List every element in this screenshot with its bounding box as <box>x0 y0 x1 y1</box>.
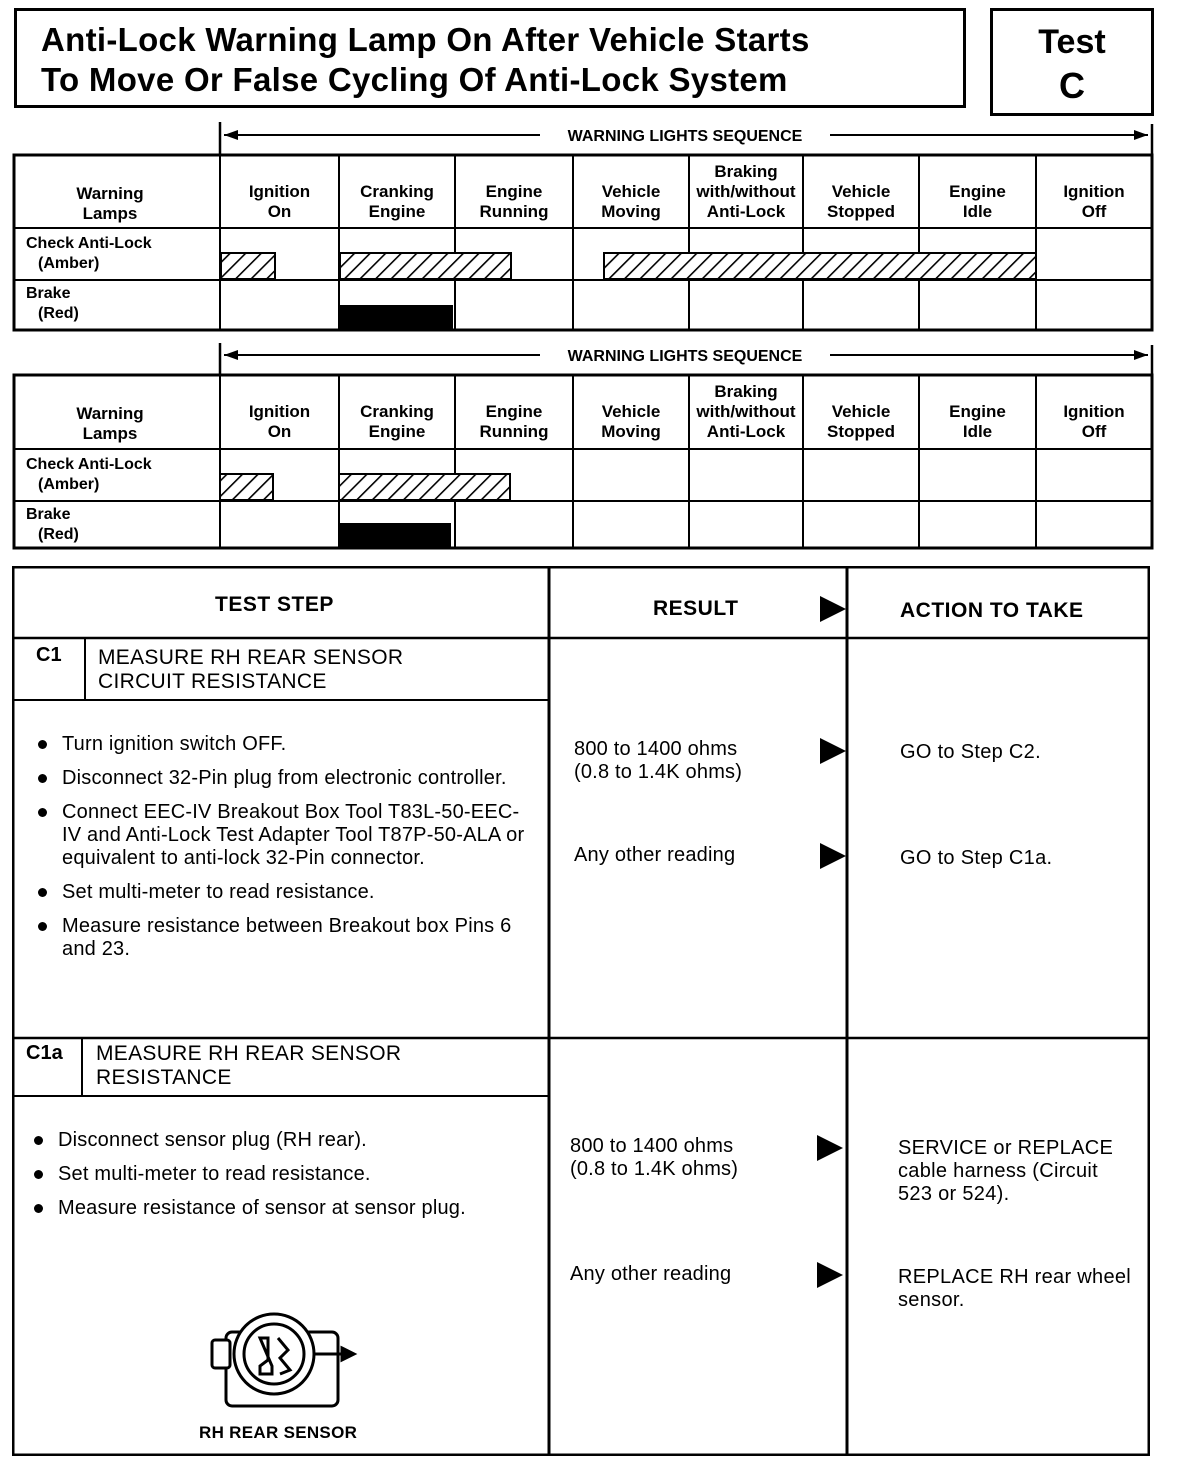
phase-column-header: Cranking <box>360 402 434 421</box>
result-text: Any other reading <box>570 1263 732 1285</box>
action-text: REPLACE RH rear wheel sensor. <box>898 1266 1132 1311</box>
arrow-left-icon <box>224 350 238 360</box>
amber-lamp-on-bar <box>604 253 1036 279</box>
red-lamp-on-bar <box>338 523 451 548</box>
amber-lamp-on-bar <box>220 474 273 500</box>
warning-lamps-header: Warning <box>76 404 144 423</box>
test-badge-word: Test <box>1038 23 1106 61</box>
phase-column-header: Engine <box>485 402 543 421</box>
phase-column-header: Running <box>479 422 549 441</box>
arrow-icon <box>820 843 846 869</box>
phase-column-header: Ignition <box>1063 402 1125 421</box>
phase-column-header: Anti-Lock <box>706 422 786 441</box>
step-title-line: MEASURE RH REAR SENSOR <box>96 1042 402 1065</box>
phase-column-header: Stopped <box>827 422 895 441</box>
instruction-item: Measure resistance between Breakout box Pins 6 and 23. <box>38 915 538 961</box>
arrow-right-icon <box>1134 130 1148 140</box>
lamp-row-label: (Amber) <box>38 476 100 493</box>
phase-column-header: Engine <box>949 182 1006 201</box>
phase-column-header: Off <box>1081 202 1107 221</box>
phase-column-header: Ignition <box>1063 182 1125 201</box>
page-title-line-2: To Move Or False Cycling Of Anti-Lock System <box>41 61 788 98</box>
step-title-line: RESISTANCE <box>96 1066 232 1089</box>
phase-column-header: Ignition <box>248 182 311 201</box>
rh-rear-sensor-icon <box>208 1310 358 1410</box>
arrow-icon <box>820 738 846 764</box>
result-text: 800 to 1400 ohms (0.8 to 1.4K ohms) <box>570 1135 739 1180</box>
sequence-banner: WARNING LIGHTS SEQUENCE <box>567 128 803 145</box>
instruction-item: Disconnect sensor plug (RH rear). <box>34 1129 544 1152</box>
test-step-table <box>12 566 1150 1456</box>
phase-column-header: Engine <box>368 422 426 441</box>
phase-column-header: Braking <box>714 382 778 401</box>
test-badge-letter: C <box>1059 65 1085 106</box>
arrow-left-icon <box>224 130 238 140</box>
step-title <box>98 646 403 694</box>
phase-column-header: On <box>267 422 292 441</box>
action-text: GO to Step C2. <box>900 741 1041 763</box>
amber-lamp-on-bar <box>340 253 511 279</box>
amber-lamp-on-bar <box>339 474 510 500</box>
step-instructions <box>34 1129 544 1231</box>
phase-column-header: Anti-Lock <box>706 202 786 221</box>
warning-lamps-header: Warning <box>76 184 144 203</box>
lamp-row-label: Brake <box>26 506 71 523</box>
phase-column-header: Moving <box>601 422 661 441</box>
phase-column-header: Engine <box>368 202 426 221</box>
warning-lamps-header: Lamps <box>82 424 138 443</box>
instruction-item: Set multi-meter to read resistance. <box>34 1163 544 1186</box>
step-title-line: CIRCUIT RESISTANCE <box>98 670 327 693</box>
phase-column-header: Vehicle <box>831 182 891 201</box>
lamp-row-label: Check Anti-Lock <box>26 456 152 473</box>
phase-column-header: On <box>267 202 292 221</box>
phase-column-header: Off <box>1081 422 1107 441</box>
phase-column-header: Running <box>479 202 549 221</box>
step-instructions <box>38 733 538 972</box>
header-action-to-take: ACTION TO TAKE <box>900 599 1084 622</box>
step-title-line: MEASURE RH REAR SENSOR <box>98 646 404 669</box>
result-text: Any other reading <box>574 844 736 866</box>
phase-column-header: Vehicle <box>831 402 891 421</box>
phase-column-header: Idle <box>962 202 993 221</box>
lamp-row-label: (Red) <box>38 305 79 322</box>
header-test-step: TEST STEP <box>215 593 334 616</box>
arrow-icon <box>817 1135 843 1161</box>
phase-column-header: with/without <box>696 182 796 201</box>
arrow-right-icon <box>1134 350 1148 360</box>
arrow-icon <box>817 1262 843 1288</box>
action-text: GO to Step C1a. <box>900 847 1053 869</box>
sequence-table-frame <box>14 375 1152 548</box>
amber-lamp-on-bar <box>221 253 275 279</box>
lamp-row-label: Brake <box>26 285 71 302</box>
action-text: SERVICE or REPLACE cable harness (Circuit 523 or 524). <box>898 1137 1114 1205</box>
instruction-item: Disconnect 32-Pin plug from electronic controller. <box>38 767 538 790</box>
instruction-item: Turn ignition switch OFF. <box>38 733 538 756</box>
phase-column-header: Cranking <box>360 182 434 201</box>
warning-lamps-header: Lamps <box>82 204 138 223</box>
step-id: C1a <box>26 1042 63 1064</box>
red-lamp-on-bar <box>339 305 453 330</box>
phase-column-header: with/without <box>696 402 796 421</box>
lamp-row-label: Check Anti-Lock <box>26 235 152 252</box>
phase-column-header: Engine <box>485 182 543 201</box>
sensor-figure-caption: RH REAR SENSOR <box>199 1423 358 1442</box>
arrow-icon <box>820 596 846 622</box>
sequence-banner: WARNING LIGHTS SEQUENCE <box>567 348 803 365</box>
test-step-table-grid <box>12 566 1150 1456</box>
step-title <box>96 1042 401 1090</box>
phase-column-header: Vehicle <box>601 182 661 201</box>
phase-column-header: Moving <box>601 202 661 221</box>
instruction-item: Measure resistance of sensor at sensor plug. <box>34 1197 544 1220</box>
lamp-row-label: (Red) <box>38 526 79 543</box>
step-id: C1 <box>36 644 62 666</box>
instruction-item: Set multi-meter to read resistance. <box>38 881 538 904</box>
lamp-row-label: (Amber) <box>38 255 100 272</box>
phase-column-header: Engine <box>949 402 1006 421</box>
phase-column-header: Stopped <box>827 202 895 221</box>
phase-column-header: Ignition <box>248 402 311 421</box>
header-result: RESULT <box>653 597 739 620</box>
phase-column-header: Vehicle <box>601 402 661 421</box>
phase-column-header: Idle <box>962 422 993 441</box>
warning-lights-sequence-charts <box>0 0 1184 560</box>
result-text: 800 to 1400 ohms (0.8 to 1.4K ohms) <box>574 738 743 783</box>
instruction-item: Connect EEC-IV Breakout Box Tool T83L-50-EEC-IV and Anti-Lock Test Adapter Tool T87P-50-ALA or equivalent to anti-lock 32-Pin connector. <box>38 801 538 870</box>
page-title-line-1: Anti-Lock Warning Lamp On After Vehicle Starts <box>41 21 810 58</box>
phase-column-header: Braking <box>714 162 778 181</box>
